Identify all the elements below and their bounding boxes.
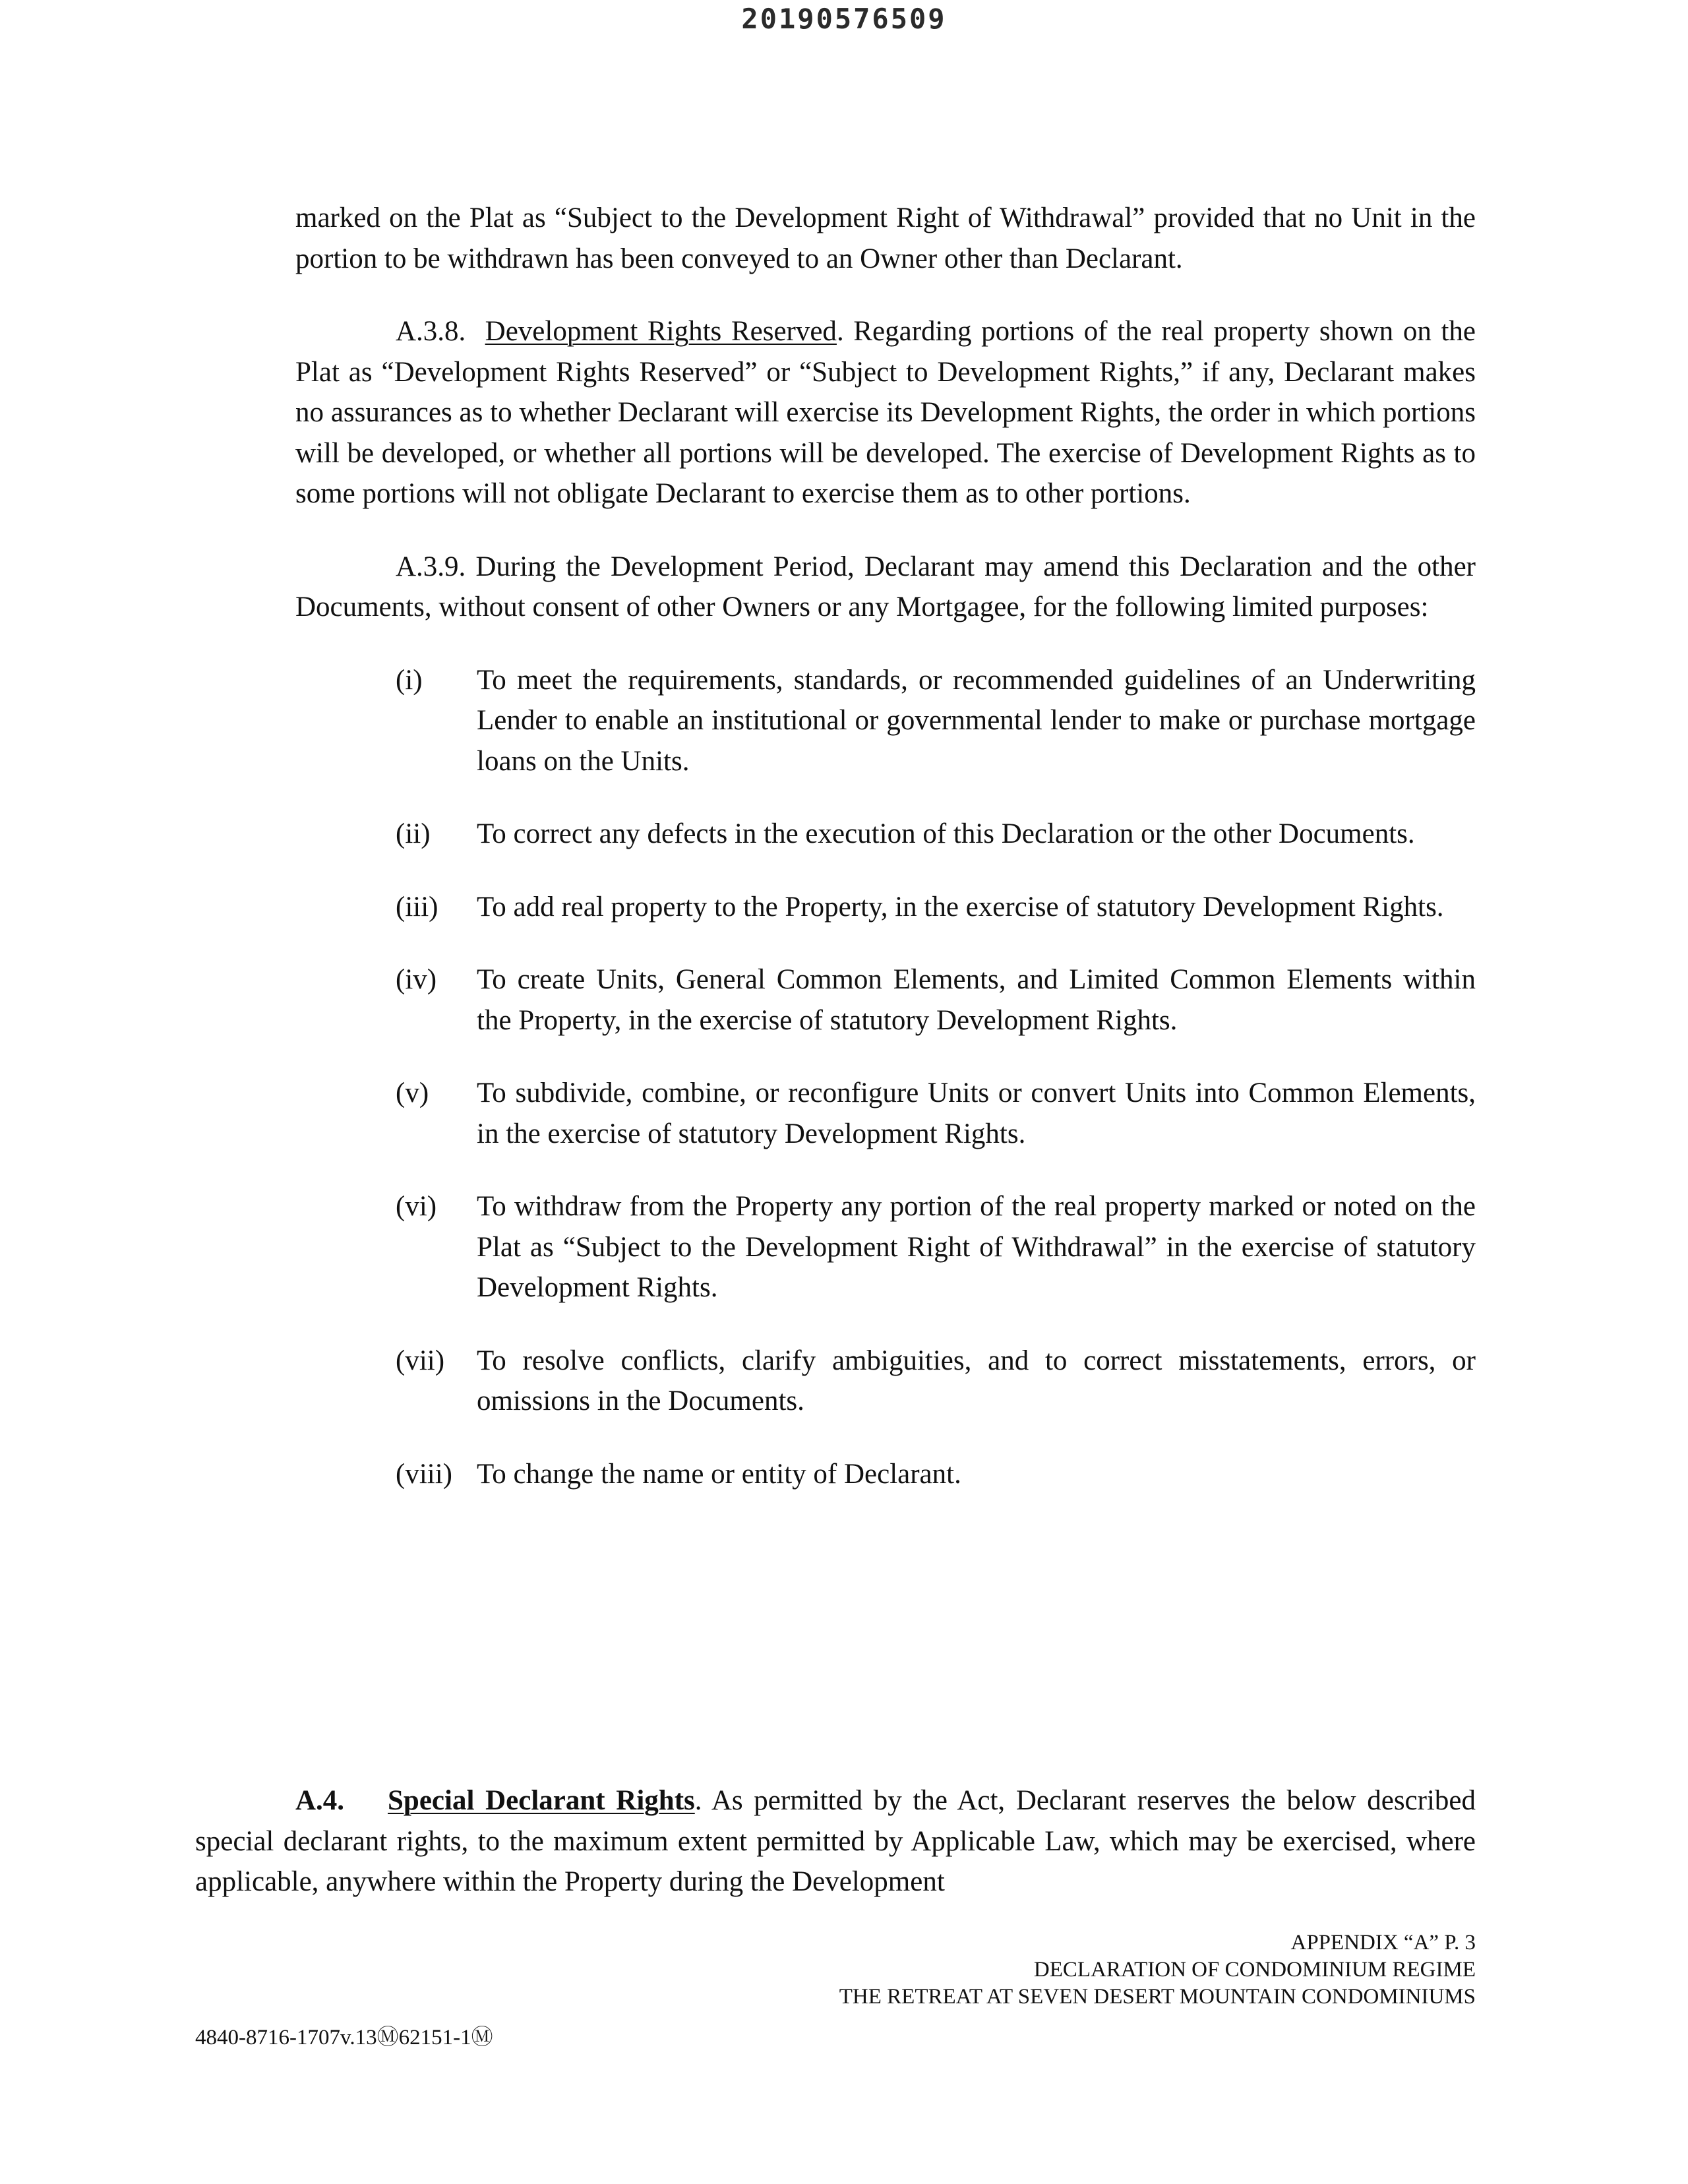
section-a38-number: A.3.8. bbox=[396, 316, 466, 347]
list-item-vi bbox=[396, 1186, 1476, 1308]
list-item-text: To correct any defects in the execution of this Declaration or the other Documents. bbox=[477, 818, 1415, 849]
section-a4-text: . As permitted by the Act, Declarant reserves the below described special declarant rights, to the maximum extent permitted by Applicable Law, which may be exercised, where applicable, anywhere within the Property during the Development bbox=[195, 1785, 1476, 1897]
list-item-number: (i) bbox=[396, 664, 423, 696]
section-a39-text: During the Development Period, Declarant may amend this Declaration and the other Documents, without consent of other Owners or any Mortgagee, for the following limited purposes: bbox=[295, 551, 1476, 622]
list-item-text: To create Units, General Common Elements, and Limited Common Elements within the Property, in the exercise of statutory Development Rights. bbox=[477, 964, 1476, 1036]
page-body bbox=[295, 198, 1476, 1527]
footer-project-line: THE RETREAT AT SEVEN DESERT MOUNTAIN CONDOMINIUMS bbox=[839, 1985, 1476, 2009]
section-a4-title: Special Declarant Rights bbox=[388, 1785, 695, 1816]
list-item-text: To subdivide, combine, or reconfigure Units or convert Units into Common Elements, in the exercise of statutory Development Rights. bbox=[477, 1077, 1476, 1149]
document-id: 4840-8716-1707v.13Ⓜ62151-1Ⓜ bbox=[195, 2026, 493, 2049]
section-a39-number: A.3.9. bbox=[396, 551, 466, 582]
continuation-paragraph: marked on the Plat as “Subject to the Development Right of Withdrawal” provided that no Unit in the portion to be withdrawn has been conveyed to an Owner other than Declarant. bbox=[295, 202, 1476, 274]
section-a4: A.4. Special Declarant Rights. As permitted by the Act, Declarant reserves the below described special declarant rights, to the maximum extent permitted by Applicable Law, which may be exercised, where applicable, anywhere within the Property during the Development bbox=[195, 1785, 1476, 1897]
document-number: 20190576509 bbox=[741, 3, 947, 35]
list-item-number: (v) bbox=[396, 1077, 429, 1108]
section-a38 bbox=[295, 311, 1476, 514]
list-item-v bbox=[396, 1073, 1476, 1154]
list-item-iv bbox=[396, 959, 1476, 1041]
list-item-number: (viii) bbox=[396, 1458, 452, 1490]
list-item-number: (iv) bbox=[396, 964, 437, 995]
list-item-number: (vii) bbox=[396, 1345, 445, 1376]
list-item-text: To change the name or entity of Declarant. bbox=[477, 1458, 961, 1490]
list-item-text: To add real property to the Property, in the exercise of statutory Development Rights. bbox=[477, 891, 1444, 923]
list-item-text: To resolve conflicts, clarify ambiguities, and to correct misstatements, errors, or omissions in the Documents. bbox=[477, 1345, 1476, 1416]
list-item-ii bbox=[396, 814, 1476, 855]
list-item-vii bbox=[396, 1341, 1476, 1422]
list-item-iii bbox=[396, 887, 1476, 928]
list-item-viii bbox=[396, 1454, 1476, 1495]
page-footer bbox=[839, 1929, 1476, 2011]
list-item-i bbox=[396, 660, 1476, 782]
list-item-number: (vi) bbox=[396, 1191, 437, 1222]
section-a39 bbox=[295, 547, 1476, 628]
section-a38-text: . Regarding portions of the real property shown on the Plat as “Development Rights Reserved” or “Subject to Development Rights,” if any, Declarant makes no assurances as to whether Declarant will exercise its Development Rights, the order in which portions will be developed, or whether all portions will be developed. The exercise of Development Rights as to some portions will not obligate Declarant to exercise them as to other portions. bbox=[295, 316, 1476, 509]
footer-declaration-line: DECLARATION OF CONDOMINIUM REGIME bbox=[1033, 1958, 1476, 1982]
footer-appendix-line: APPENDIX “A” P. 3 bbox=[1290, 1931, 1476, 1955]
list-item-number: (iii) bbox=[396, 891, 438, 923]
list-item-text: To withdraw from the Property any portion of the real property marked or noted on the Plat as “Subject to the Development Right of Withdrawal” in the exercise of statutory Development Rights. bbox=[477, 1191, 1476, 1303]
list-item-text: To meet the requirements, standards, or recommended guidelines of an Underwriting Lender to enable an institutional or governmental lender to make or purchase mortgage loans on the Units. bbox=[477, 664, 1476, 777]
section-a38-title: Development Rights Reserved bbox=[485, 316, 837, 347]
list-item-number: (ii) bbox=[396, 818, 431, 849]
